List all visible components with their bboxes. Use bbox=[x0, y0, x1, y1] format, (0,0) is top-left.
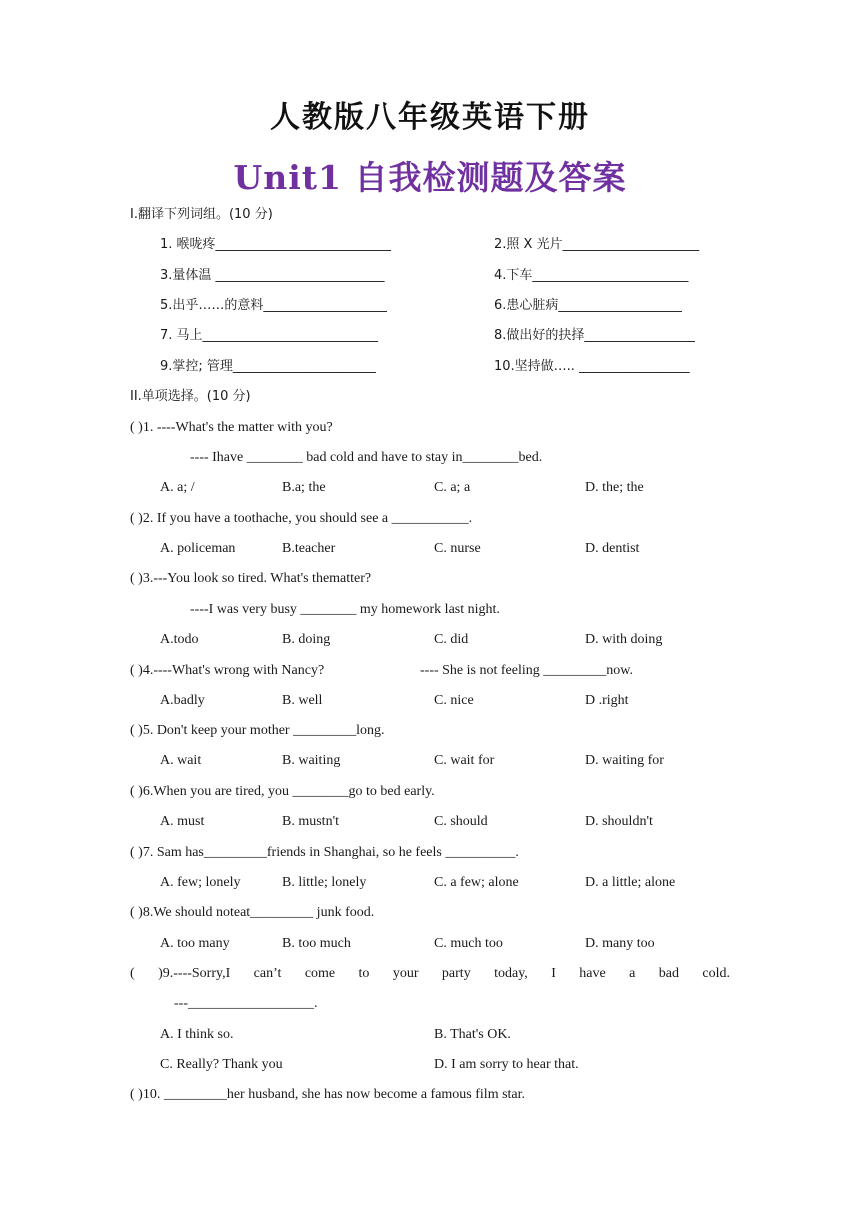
question-7: ( )7. Sam has_________friends in Shanghai, so he feels __________. bbox=[130, 845, 519, 860]
q5-option-d: D. waiting for bbox=[585, 753, 664, 768]
q8-option-a: A. too many bbox=[160, 936, 230, 951]
question-9-line-2: ---__________________. bbox=[174, 996, 318, 1011]
q9-option-b: B. That's OK. bbox=[434, 1027, 511, 1042]
q9-word: )9.----Sorry,I bbox=[158, 966, 231, 981]
q9-word: cold. bbox=[702, 966, 730, 981]
q2-option-a: A. policeman bbox=[160, 541, 236, 556]
question-4: ( )4.----What's wrong with Nancy? bbox=[130, 663, 325, 678]
q9-word: bad bbox=[658, 966, 679, 981]
question-4-answer: ---- She is not feeling _________now. bbox=[420, 663, 633, 678]
translate-item-8: 8.做出好的抉择_________________ bbox=[494, 328, 695, 343]
q9-word: have bbox=[579, 966, 606, 981]
q9-word: can’t bbox=[253, 966, 282, 981]
translate-item-3: 3.量体温 __________________________ bbox=[160, 268, 385, 283]
translate-item-1: 1. 喉咙疼___________________________ bbox=[160, 237, 392, 252]
page-subtitle: Unit1 自我检测题及答案 bbox=[233, 158, 627, 197]
q3-option-d: D. with doing bbox=[585, 632, 663, 647]
q9-word: party bbox=[441, 966, 471, 981]
question-5: ( )5. Don't keep your mother _________long. bbox=[130, 723, 385, 738]
question-1: ( )1. ----What's the matter with you? bbox=[130, 420, 333, 435]
translate-item-10: 10.坚持做….. _________________ bbox=[494, 359, 690, 374]
q6-option-b: B. mustn't bbox=[282, 814, 339, 829]
question-3-line-2: ----I was very busy ________ my homework last night. bbox=[190, 602, 500, 617]
q3-option-a: A.todo bbox=[160, 632, 199, 647]
q5-option-b: B. waiting bbox=[282, 753, 341, 768]
q3-option-c: C. did bbox=[434, 632, 469, 647]
q9-word: a bbox=[629, 966, 636, 981]
translate-item-6: 6.患心脏病___________________ bbox=[494, 298, 682, 313]
translate-item-5: 5.出乎……的意料___________________ bbox=[160, 298, 387, 313]
q9-option-d: D. I am sorry to hear that. bbox=[434, 1057, 579, 1072]
question-10: ( )10. _________her husband, she has now become a famous film star. bbox=[130, 1087, 526, 1102]
section-2-heading: II.单项选择。(10 分) bbox=[130, 389, 251, 404]
question-9 bbox=[130, 965, 730, 983]
q1-option-b: B.a; the bbox=[282, 480, 326, 495]
question-1-line-2: ---- Ihave ________ bad cold and have to stay in________bed. bbox=[190, 450, 543, 465]
q9-word: your bbox=[392, 966, 419, 981]
q6-option-c: C. should bbox=[434, 814, 488, 829]
q4-option-a: A.badly bbox=[160, 693, 205, 708]
q6-option-d: D. shouldn't bbox=[585, 814, 653, 829]
q1-option-c: C. a; a bbox=[434, 480, 471, 495]
q7-option-a: A. few; lonely bbox=[160, 875, 241, 890]
question-3: ( )3.---You look so tired. What's thematter? bbox=[130, 571, 372, 586]
q9-word: I bbox=[551, 966, 556, 981]
translate-item-4: 4.下车________________________ bbox=[494, 268, 689, 283]
section-1-heading: I.翻译下列词组。(10 分) bbox=[130, 207, 273, 222]
q8-option-c: C. much too bbox=[434, 936, 503, 951]
q2-option-b: B.teacher bbox=[282, 541, 336, 556]
q1-option-d: D. the; the bbox=[585, 480, 644, 495]
q7-option-c: C. a few; alone bbox=[434, 875, 519, 890]
q2-option-d: D. dentist bbox=[585, 541, 640, 556]
q7-option-b: B. little; lonely bbox=[282, 875, 367, 890]
q1-option-a: A. a; / bbox=[160, 480, 195, 495]
q6-option-a: A. must bbox=[160, 814, 205, 829]
question-8: ( )8.We should noteat_________ junk food. bbox=[130, 905, 375, 920]
q9-word: come bbox=[304, 966, 336, 981]
translate-item-9: 9.掌控; 管理______________________ bbox=[160, 359, 376, 374]
q2-option-c: C. nurse bbox=[434, 541, 481, 556]
q9-option-a: A. I think so. bbox=[160, 1027, 234, 1042]
q8-option-d: D. many too bbox=[585, 936, 655, 951]
translate-item-7: 7. 马上___________________________ bbox=[160, 328, 379, 343]
q7-option-d: D. a little; alone bbox=[585, 875, 676, 890]
question-2: ( )2. If you have a toothache, you should see a ___________. bbox=[130, 511, 473, 526]
q5-option-a: A. wait bbox=[160, 753, 202, 768]
q8-option-b: B. too much bbox=[282, 936, 351, 951]
q9-word: ( bbox=[130, 966, 135, 981]
q9-option-c: C. Really? Thank you bbox=[160, 1057, 283, 1072]
q4-option-d: D .right bbox=[585, 693, 629, 708]
q9-word: to bbox=[358, 966, 370, 981]
page-title: 人教版八年级英语下册 bbox=[270, 100, 590, 135]
q5-option-c: C. wait for bbox=[434, 753, 495, 768]
q4-option-b: B. well bbox=[282, 693, 323, 708]
q4-option-c: C. nice bbox=[434, 693, 474, 708]
question-6: ( )6.When you are tired, you ________go to bed early. bbox=[130, 784, 435, 799]
q3-option-b: B. doing bbox=[282, 632, 331, 647]
translate-item-2: 2.照 X 光片_____________________ bbox=[494, 237, 700, 252]
q9-word: today, bbox=[494, 966, 528, 981]
